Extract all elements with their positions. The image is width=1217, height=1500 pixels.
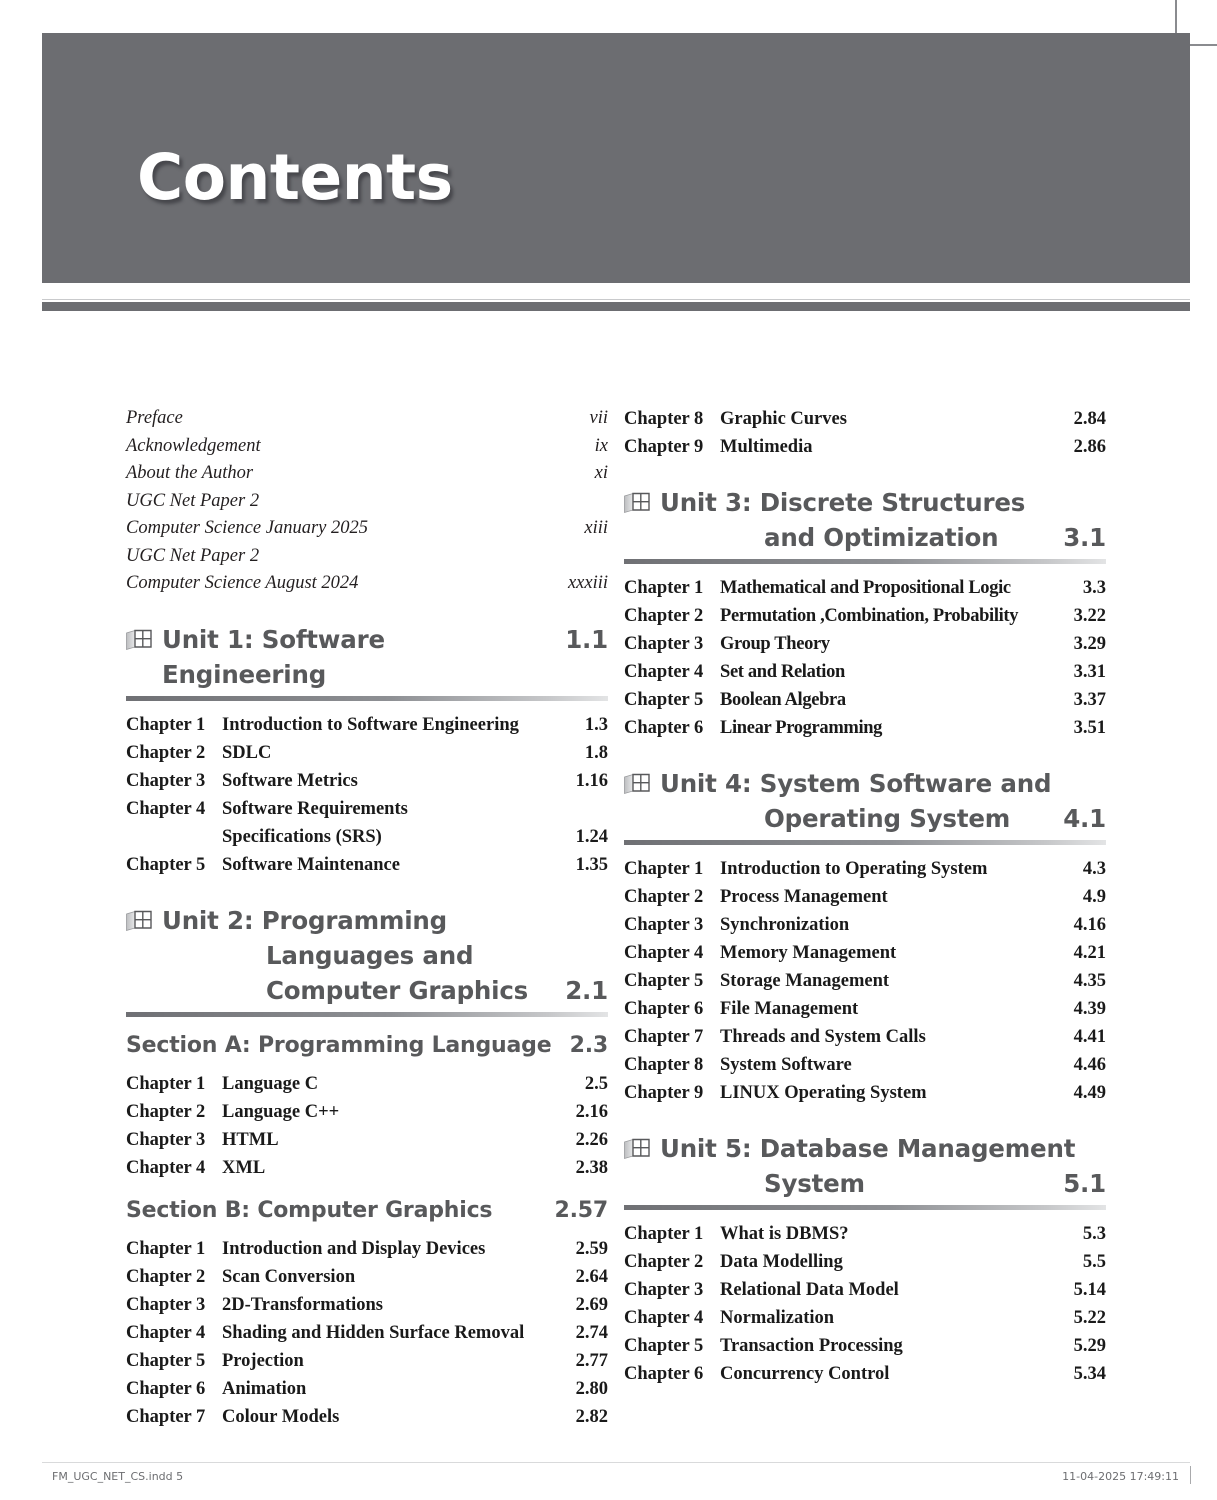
section-a-page: 2.3 — [569, 1032, 608, 1058]
chapter-row[interactable] — [624, 433, 1106, 461]
chapter-page: 2.64 — [575, 1266, 608, 1287]
chapter-page: 2.74 — [575, 1322, 608, 1343]
book-unit-icon — [624, 488, 650, 510]
unit-5-title: System — [764, 1169, 865, 1198]
chapter-title: Storage Management — [720, 971, 890, 991]
unit-2-heading-block — [126, 903, 608, 1017]
chapter-row[interactable] — [126, 1070, 608, 1098]
unit-1-page: 1.1 — [565, 624, 608, 654]
chapter-page: 4.9 — [1082, 887, 1106, 907]
unit-1-chapter-list — [126, 711, 608, 879]
chapter-page: 3.37 — [1073, 690, 1106, 710]
unit-4-rule — [624, 840, 1106, 845]
chapter-row[interactable] — [624, 1023, 1106, 1051]
chapter-label: Chapter 2 — [624, 606, 704, 626]
unit-2-line — [126, 973, 608, 1008]
front-matter-row — [126, 543, 608, 571]
chapter-label: Chapter 9 — [624, 1083, 704, 1103]
chapter-row[interactable] — [624, 1304, 1106, 1332]
chapter-row-continuation[interactable] — [126, 823, 608, 851]
chapter-row[interactable] — [126, 1319, 608, 1347]
front-matter-page: xiii — [584, 518, 608, 538]
chapter-label: Chapter 2 — [126, 1266, 206, 1287]
unit-5-page: 5.1 — [1063, 1169, 1106, 1198]
chapter-page: 2.59 — [575, 1238, 608, 1259]
chapter-title: Transaction Processing — [720, 1336, 903, 1356]
unit-2-title: Languages and — [266, 940, 474, 970]
chapter-page: 2.86 — [1073, 437, 1106, 457]
chapter-page: 2.16 — [575, 1101, 608, 1122]
chapter-row[interactable] — [624, 1079, 1106, 1107]
chapter-label: Chapter 2 — [624, 887, 704, 907]
chapter-row[interactable] — [624, 405, 1106, 433]
section-b-page: 2.57 — [554, 1197, 608, 1223]
chapter-label: Chapter 6 — [624, 1364, 704, 1384]
chapter-label: Chapter 8 — [624, 1055, 704, 1075]
chapter-title: Process Management — [720, 887, 888, 907]
section-a-heading — [126, 1033, 608, 1058]
chapter-title: Relational Data Model — [720, 1280, 899, 1300]
chapter-title: HTML — [222, 1129, 279, 1150]
front-matter-title: About the Author — [126, 463, 254, 483]
chapter-label: Chapter 2 — [624, 1252, 704, 1272]
chapter-page: 1.24 — [575, 826, 608, 847]
section-b-heading — [126, 1198, 608, 1223]
chapter-title: Memory Management — [720, 943, 897, 963]
front-matter-title: Acknowledgement — [126, 435, 261, 456]
chapter-row[interactable] — [624, 686, 1106, 714]
unit-4-chapter-list — [624, 855, 1106, 1107]
chapter-label: Chapter 3 — [126, 1129, 206, 1150]
unit-5-chapter-list — [624, 1220, 1106, 1388]
chapter-title: Boolean Algebra — [720, 690, 846, 710]
chapter-row[interactable] — [126, 1098, 608, 1126]
section-a-chapter-list — [126, 1070, 608, 1182]
unit-5-title: Unit 5: Database Management — [660, 1134, 1076, 1163]
chapter-page: 4.16 — [1073, 915, 1106, 935]
unit-1-title: Unit 1: Software Engineering — [162, 624, 385, 689]
chapter-label: Chapter 2 — [126, 1101, 206, 1122]
front-matter-row — [126, 515, 608, 543]
chapter-label: Chapter 1 — [126, 714, 206, 735]
unit-5-line — [624, 1166, 1106, 1201]
unit-2-continued-chapter-list — [624, 405, 1106, 461]
toc-right-column — [624, 405, 1106, 1390]
chapter-page: 4.21 — [1073, 943, 1106, 963]
book-unit-icon — [624, 769, 650, 791]
chapter-title: Linear Programming — [720, 718, 883, 738]
chapter-title: Software Maintenance — [222, 854, 400, 875]
chapter-title: Multimedia — [720, 437, 813, 457]
chapter-page: 2.84 — [1073, 409, 1106, 429]
unit-2-rule — [126, 1012, 608, 1017]
chapter-row[interactable] — [624, 1276, 1106, 1304]
page-header-banner — [42, 33, 1190, 283]
banner-rule — [42, 302, 1190, 311]
chapter-page: 2.38 — [575, 1157, 608, 1178]
front-matter-title: Computer Science January 2025 — [126, 518, 368, 538]
chapter-title: Synchronization — [720, 915, 850, 935]
page-footer — [0, 1462, 1217, 1492]
front-matter-page: xxxiii — [567, 573, 608, 593]
chapter-page: 5.14 — [1073, 1280, 1106, 1300]
page-title: Contents — [137, 141, 453, 214]
chapter-title: System Software — [720, 1055, 852, 1075]
chapter-label: Chapter 4 — [624, 943, 704, 963]
front-matter-page: vii — [589, 408, 608, 428]
chapter-title: Projection — [222, 1350, 304, 1371]
chapter-page: 2.69 — [575, 1294, 608, 1315]
unit-4-title: Unit 4: System Software and — [660, 769, 1052, 798]
unit-4-title: Operating System — [764, 804, 1011, 833]
chapter-label: Chapter 7 — [624, 1027, 704, 1047]
chapter-label-spacer — [126, 823, 222, 851]
chapter-label: Chapter 3 — [624, 915, 704, 935]
unit-3-line — [624, 520, 1106, 555]
unit-2-page: 2.1 — [565, 975, 608, 1005]
chapter-label: Chapter 4 — [126, 798, 206, 819]
section-b-label: Section B: Computer Graphics — [126, 1197, 493, 1223]
chapter-title: Set and Relation — [720, 662, 845, 682]
chapter-page: 1.16 — [575, 770, 608, 791]
chapter-page: 2.5 — [584, 1073, 608, 1094]
front-matter-title: UGC Net Paper 2 — [126, 545, 260, 566]
chapter-label: Chapter 2 — [126, 742, 206, 763]
chapter-label: Chapter 5 — [126, 854, 206, 875]
front-matter-page: xi — [594, 463, 608, 483]
chapter-label: Chapter 5 — [624, 971, 704, 991]
unit-3-rule — [624, 559, 1106, 564]
chapter-page: 3.29 — [1073, 634, 1106, 654]
chapter-label: Chapter 4 — [624, 662, 704, 682]
chapter-page: 1.35 — [575, 854, 608, 875]
chapter-row[interactable] — [624, 883, 1106, 911]
unit-1-rule — [126, 696, 608, 701]
chapter-page: 2.26 — [575, 1129, 608, 1150]
chapter-title: Shading and Hidden Surface Removal — [222, 1322, 525, 1343]
unit-4-line — [624, 766, 1106, 801]
chapter-row[interactable] — [624, 602, 1106, 630]
footer-timestamp: 11-04-2025 17:49:11 — [1062, 1470, 1179, 1483]
chapter-row[interactable] — [624, 574, 1106, 602]
chapter-row[interactable] — [126, 1235, 608, 1263]
section-b-chapter-list — [126, 1235, 608, 1431]
chapter-title-line2: Specifications (SRS) — [222, 826, 382, 847]
unit-3-heading-block — [624, 485, 1106, 564]
front-matter-row — [126, 570, 608, 598]
chapter-label: Chapter 7 — [126, 1406, 206, 1427]
chapter-page: 4.41 — [1073, 1027, 1106, 1047]
unit-3-title: and Optimization — [764, 523, 999, 552]
chapter-title: Permutation ,Combination, Probability — [720, 606, 1019, 626]
chapter-title: Software Requirements — [222, 798, 408, 819]
front-matter-title: UGC Net Paper 2 — [126, 490, 260, 511]
chapter-page: 1.8 — [584, 742, 608, 763]
crop-mark-footer — [1190, 1466, 1191, 1484]
chapter-page: 3.51 — [1073, 718, 1106, 738]
front-matter-title: Preface — [126, 408, 183, 428]
chapter-page: 4.3 — [1082, 859, 1106, 879]
footer-filename: FM_UGC_NET_CS.indd 5 — [52, 1470, 184, 1483]
chapter-row[interactable] — [624, 995, 1106, 1023]
chapter-page: 5.29 — [1073, 1336, 1106, 1356]
unit-3-chapter-list — [624, 574, 1106, 742]
chapter-page: 4.46 — [1073, 1055, 1106, 1075]
chapter-title: File Management — [720, 999, 859, 1019]
chapter-title: Language C++ — [222, 1101, 340, 1122]
chapter-title: Animation — [222, 1378, 307, 1399]
chapter-page: 2.77 — [575, 1350, 608, 1371]
chapter-label: Chapter 4 — [126, 1322, 206, 1343]
chapter-label: Chapter 1 — [624, 859, 704, 879]
chapter-page: 5.3 — [1082, 1224, 1106, 1244]
front-matter-row — [126, 488, 608, 516]
unit-1-line — [126, 622, 608, 692]
chapter-label: Chapter 3 — [624, 1280, 704, 1300]
chapter-row[interactable] — [126, 1375, 608, 1403]
chapter-page: 1.3 — [584, 714, 608, 735]
front-matter-row — [126, 405, 608, 433]
unit-2-title: Computer Graphics — [266, 975, 529, 1005]
section-a-label: Section A: Programming Language — [126, 1032, 552, 1058]
chapter-row[interactable] — [624, 911, 1106, 939]
chapter-row[interactable] — [126, 1263, 608, 1291]
front-matter-page: ix — [594, 435, 608, 456]
chapter-row[interactable] — [624, 658, 1106, 686]
unit-3-title: Unit 3: Discrete Structures — [660, 488, 1026, 517]
chapter-label: Chapter 3 — [126, 770, 206, 791]
banner-hairline — [42, 299, 1190, 300]
front-matter-list — [126, 405, 608, 598]
toc-left-column — [126, 405, 608, 1433]
chapter-label: Chapter 1 — [624, 578, 704, 598]
chapter-row[interactable] — [624, 939, 1106, 967]
chapter-row[interactable] — [126, 795, 608, 823]
chapter-page: 3.31 — [1073, 662, 1106, 682]
chapter-title: Graphic Curves — [720, 409, 847, 429]
unit-3-page: 3.1 — [1063, 523, 1106, 552]
chapter-row[interactable] — [624, 1360, 1106, 1388]
front-matter-row — [126, 433, 608, 461]
chapter-title: What is DBMS? — [720, 1224, 849, 1244]
chapter-row[interactable] — [624, 1248, 1106, 1276]
chapter-row[interactable] — [126, 851, 608, 879]
chapter-row[interactable] — [126, 711, 608, 739]
chapter-title: Concurrency Control — [720, 1364, 890, 1384]
chapter-row[interactable] — [624, 1051, 1106, 1079]
chapter-title: Normalization — [720, 1308, 835, 1328]
book-unit-icon — [126, 906, 152, 928]
chapter-page: 3.3 — [1082, 578, 1106, 598]
chapter-title: 2D-Transformations — [222, 1294, 384, 1315]
chapter-label: Chapter 9 — [624, 437, 704, 457]
chapter-row[interactable] — [126, 767, 608, 795]
chapter-row[interactable] — [126, 1154, 608, 1182]
chapter-page: 5.34 — [1073, 1364, 1106, 1384]
unit-4-line — [624, 801, 1106, 836]
chapter-page: 5.5 — [1082, 1252, 1106, 1272]
chapter-label: Chapter 6 — [126, 1378, 206, 1399]
unit-4-page: 4.1 — [1063, 804, 1106, 833]
front-matter-row — [126, 460, 608, 488]
chapter-row[interactable] — [624, 1332, 1106, 1360]
chapter-page: 5.22 — [1073, 1308, 1106, 1328]
chapter-title: LINUX Operating System — [720, 1083, 927, 1103]
book-unit-icon — [126, 625, 152, 647]
chapter-title: Introduction and Display Devices — [222, 1238, 486, 1259]
chapter-row[interactable] — [126, 1347, 608, 1375]
chapter-row[interactable] — [624, 967, 1106, 995]
chapter-title: Data Modelling — [720, 1252, 843, 1272]
chapter-label: Chapter 1 — [126, 1073, 206, 1094]
front-matter-title: Computer Science August 2024 — [126, 573, 359, 593]
chapter-title: Introduction to Software Engineering — [222, 714, 519, 735]
chapter-row[interactable] — [126, 739, 608, 767]
chapter-title: Colour Models — [222, 1406, 340, 1427]
chapter-label: Chapter 3 — [624, 634, 704, 654]
chapter-row[interactable] — [624, 630, 1106, 658]
chapter-page: 2.82 — [575, 1406, 608, 1427]
chapter-label: Chapter 6 — [624, 718, 704, 738]
chapter-title: Mathematical and Propositional Logic — [720, 578, 1011, 598]
chapter-page: 4.49 — [1073, 1083, 1106, 1103]
chapter-title: Introduction to Operating System — [720, 859, 988, 879]
chapter-label: Chapter 5 — [126, 1350, 206, 1371]
chapter-row[interactable] — [624, 1220, 1106, 1248]
chapter-title: Language C — [222, 1073, 319, 1094]
book-unit-icon — [624, 1134, 650, 1156]
chapter-label: Chapter 1 — [624, 1224, 704, 1244]
chapter-row[interactable] — [624, 714, 1106, 742]
chapter-label: Chapter 6 — [624, 999, 704, 1019]
chapter-page: 2.80 — [575, 1378, 608, 1399]
chapter-page: 4.39 — [1073, 999, 1106, 1019]
unit-3-line — [624, 485, 1106, 520]
chapter-label: Chapter 4 — [126, 1157, 206, 1178]
chapter-row[interactable] — [624, 855, 1106, 883]
chapter-title: SDLC — [222, 742, 272, 763]
unit-5-heading-block — [624, 1131, 1106, 1210]
chapter-title: Group Theory — [720, 634, 830, 654]
unit-2-line — [126, 903, 608, 938]
unit-5-rule — [624, 1205, 1106, 1210]
chapter-title: XML — [222, 1157, 266, 1178]
unit-4-heading-block — [624, 766, 1106, 845]
chapter-title: Software Metrics — [222, 770, 358, 791]
chapter-title: Threads and System Calls — [720, 1027, 926, 1047]
chapter-label: Chapter 8 — [624, 409, 704, 429]
chapter-row[interactable] — [126, 1126, 608, 1154]
chapter-label: Chapter 5 — [624, 690, 704, 710]
chapter-label: Chapter 4 — [624, 1308, 704, 1328]
unit-1-heading-block — [126, 622, 608, 701]
chapter-title: Scan Conversion — [222, 1266, 356, 1287]
chapter-page: 3.22 — [1073, 606, 1106, 626]
unit-2-title: Unit 2: Programming — [162, 905, 448, 935]
chapter-label: Chapter 3 — [126, 1294, 206, 1315]
chapter-page: 4.35 — [1073, 971, 1106, 991]
chapter-row[interactable] — [126, 1291, 608, 1319]
chapter-label: Chapter 5 — [624, 1336, 704, 1356]
chapter-row[interactable] — [126, 1403, 608, 1431]
unit-5-line — [624, 1131, 1106, 1166]
footer-divider — [42, 1462, 1190, 1463]
unit-2-line — [126, 938, 608, 973]
chapter-label: Chapter 1 — [126, 1238, 206, 1259]
